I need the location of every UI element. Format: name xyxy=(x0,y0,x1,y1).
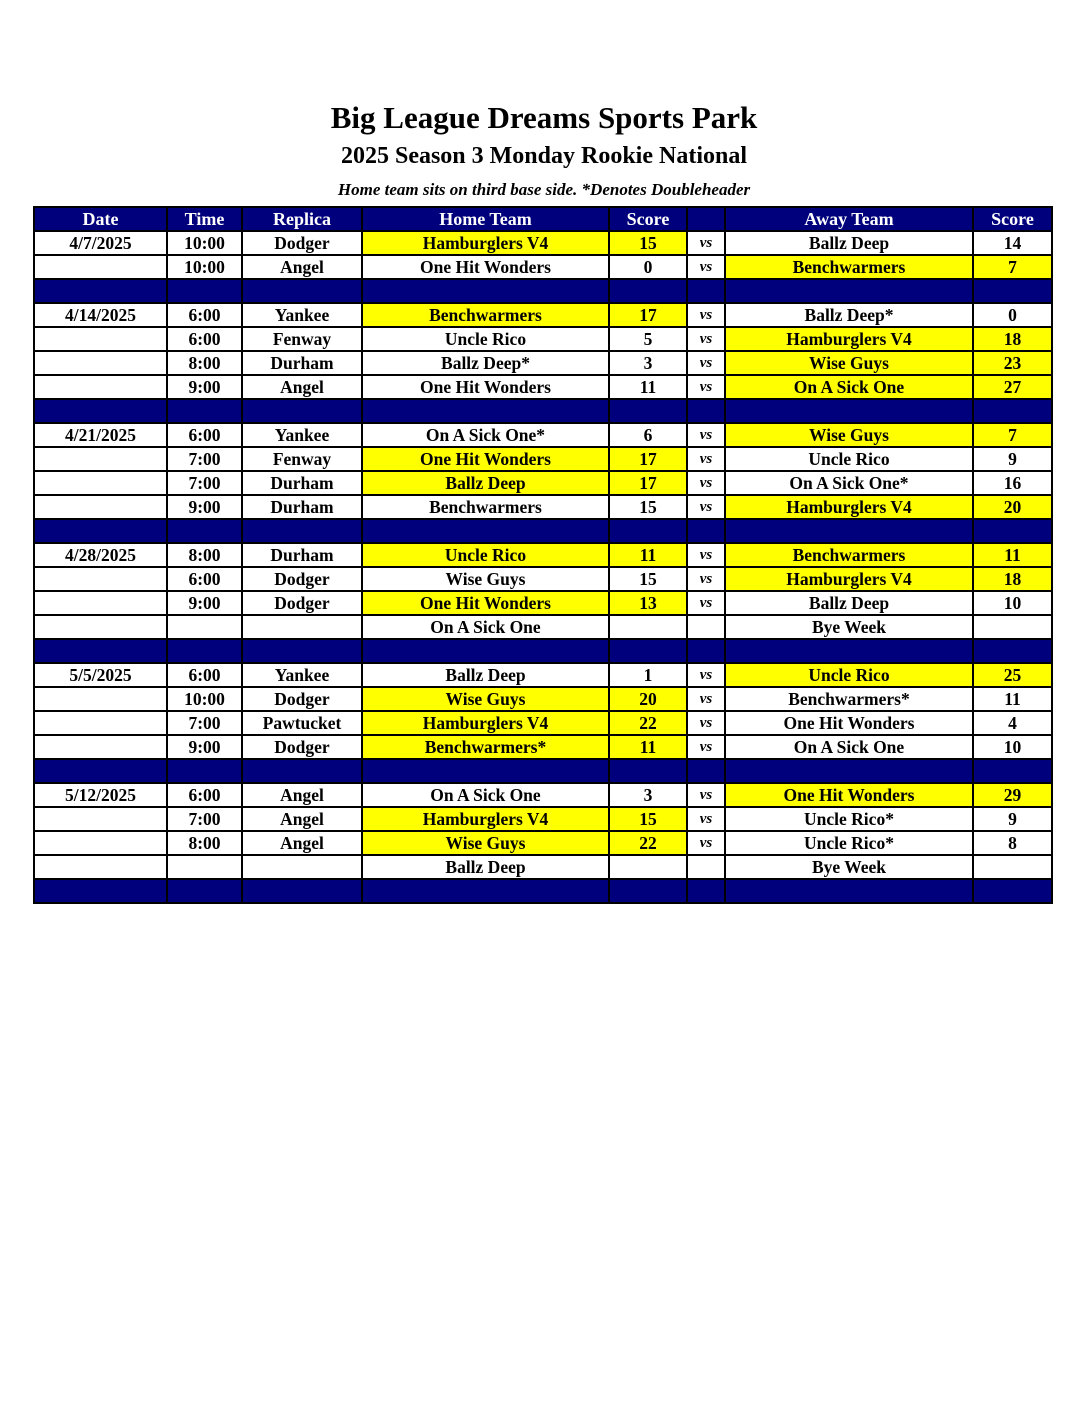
away-team-cell: Wise Guys xyxy=(725,351,973,375)
week-separator-row xyxy=(34,879,1052,903)
separator-cell xyxy=(362,279,609,303)
separator-cell xyxy=(725,879,973,903)
replica-cell xyxy=(242,615,362,639)
date-cell xyxy=(34,807,167,831)
separator-cell xyxy=(687,279,725,303)
replica-cell: Angel xyxy=(242,375,362,399)
home-team-cell: Wise Guys xyxy=(362,687,609,711)
separator-cell xyxy=(687,759,725,783)
away-score-cell: 27 xyxy=(973,375,1052,399)
home-team-cell: Benchwarmers xyxy=(362,303,609,327)
home-team-cell: Uncle Rico xyxy=(362,327,609,351)
game-row xyxy=(34,591,1052,615)
game-row xyxy=(34,663,1052,687)
separator-cell xyxy=(687,639,725,663)
separator-cell xyxy=(609,879,687,903)
home-score-cell: 15 xyxy=(609,495,687,519)
away-score-cell: 29 xyxy=(973,783,1052,807)
time-cell: 8:00 xyxy=(167,831,242,855)
separator-cell xyxy=(973,639,1052,663)
home-team-cell: Hamburglers V4 xyxy=(362,711,609,735)
time-cell: 9:00 xyxy=(167,591,242,615)
col-vs-header xyxy=(687,207,725,231)
time-cell: 10:00 xyxy=(167,231,242,255)
home-team-cell: Wise Guys xyxy=(362,831,609,855)
time-cell: 6:00 xyxy=(167,327,242,351)
week-separator-row xyxy=(34,279,1052,303)
away-team-cell: On A Sick One xyxy=(725,375,973,399)
home-score-cell: 15 xyxy=(609,231,687,255)
replica-cell: Yankee xyxy=(242,303,362,327)
away-team-cell: Hamburglers V4 xyxy=(725,567,973,591)
time-cell: 6:00 xyxy=(167,783,242,807)
replica-cell: Dodger xyxy=(242,735,362,759)
away-team-cell: Ballz Deep xyxy=(725,591,973,615)
date-cell xyxy=(34,711,167,735)
replica-cell: Fenway xyxy=(242,447,362,471)
replica-cell: Dodger xyxy=(242,231,362,255)
replica-cell: Yankee xyxy=(242,423,362,447)
game-row xyxy=(34,831,1052,855)
vs-cell: vs xyxy=(687,351,725,375)
separator-cell xyxy=(167,879,242,903)
separator-cell xyxy=(609,639,687,663)
vs-cell: vs xyxy=(687,807,725,831)
separator-cell xyxy=(687,519,725,543)
home-score-cell xyxy=(609,615,687,639)
game-row xyxy=(34,471,1052,495)
home-score-cell: 1 xyxy=(609,663,687,687)
date-cell: 4/14/2025 xyxy=(34,303,167,327)
vs-cell: vs xyxy=(687,735,725,759)
away-score-cell: 18 xyxy=(973,567,1052,591)
time-cell xyxy=(167,615,242,639)
replica-cell: Angel xyxy=(242,831,362,855)
separator-cell xyxy=(362,399,609,423)
replica-cell: Angel xyxy=(242,783,362,807)
date-cell xyxy=(34,615,167,639)
vs-cell: vs xyxy=(687,567,725,591)
away-team-cell: Ballz Deep* xyxy=(725,303,973,327)
separator-cell xyxy=(725,519,973,543)
home-score-cell: 17 xyxy=(609,447,687,471)
replica-cell: Fenway xyxy=(242,327,362,351)
home-score-cell: 13 xyxy=(609,591,687,615)
game-row xyxy=(34,543,1052,567)
date-cell: 5/12/2025 xyxy=(34,783,167,807)
separator-cell xyxy=(34,519,167,543)
date-cell xyxy=(34,591,167,615)
separator-cell xyxy=(609,519,687,543)
date-cell xyxy=(34,327,167,351)
vs-cell: vs xyxy=(687,231,725,255)
home-team-cell: One Hit Wonders xyxy=(362,591,609,615)
away-team-cell: Ballz Deep xyxy=(725,231,973,255)
separator-cell xyxy=(242,879,362,903)
away-team-cell: On A Sick One xyxy=(725,735,973,759)
vs-cell: vs xyxy=(687,447,725,471)
away-score-cell: 11 xyxy=(973,687,1052,711)
separator-cell xyxy=(725,279,973,303)
separator-cell xyxy=(687,879,725,903)
home-score-cell: 22 xyxy=(609,831,687,855)
replica-cell: Durham xyxy=(242,471,362,495)
home-team-cell: One Hit Wonders xyxy=(362,447,609,471)
replica-cell: Durham xyxy=(242,543,362,567)
vs-cell xyxy=(687,855,725,879)
separator-cell xyxy=(167,759,242,783)
page-note: Home team sits on third base side. *Denotes Doubleheader xyxy=(337,180,751,199)
separator-cell xyxy=(973,399,1052,423)
time-cell: 6:00 xyxy=(167,567,242,591)
time-cell: 7:00 xyxy=(167,807,242,831)
page-title: Big League Dreams Sports Park xyxy=(330,100,758,135)
separator-cell xyxy=(34,759,167,783)
home-score-cell: 15 xyxy=(609,567,687,591)
away-score-cell xyxy=(973,855,1052,879)
game-row xyxy=(34,735,1052,759)
home-score-cell: 3 xyxy=(609,351,687,375)
home-team-cell: Hamburglers V4 xyxy=(362,807,609,831)
vs-cell: vs xyxy=(687,495,725,519)
away-score-cell: 4 xyxy=(973,711,1052,735)
game-row xyxy=(34,567,1052,591)
away-team-cell: Uncle Rico xyxy=(725,663,973,687)
game-row xyxy=(34,711,1052,735)
vs-cell: vs xyxy=(687,591,725,615)
separator-cell xyxy=(362,879,609,903)
separator-cell xyxy=(242,639,362,663)
week-separator-row xyxy=(34,639,1052,663)
separator-cell xyxy=(242,399,362,423)
separator-cell xyxy=(34,279,167,303)
away-score-cell: 25 xyxy=(973,663,1052,687)
vs-cell xyxy=(687,615,725,639)
vs-cell: vs xyxy=(687,831,725,855)
vs-cell: vs xyxy=(687,687,725,711)
separator-cell xyxy=(242,279,362,303)
separator-cell xyxy=(167,519,242,543)
date-cell xyxy=(34,351,167,375)
separator-cell xyxy=(973,879,1052,903)
week-separator-row xyxy=(34,519,1052,543)
col-home-team-header: Home Team xyxy=(362,207,609,231)
home-score-cell: 5 xyxy=(609,327,687,351)
replica-cell: Yankee xyxy=(242,663,362,687)
separator-cell xyxy=(725,639,973,663)
away-team-cell: Benchwarmers xyxy=(725,543,973,567)
schedule-table xyxy=(33,206,1053,904)
away-team-cell: On A Sick One* xyxy=(725,471,973,495)
separator-cell xyxy=(34,399,167,423)
time-cell: 8:00 xyxy=(167,543,242,567)
away-team-cell: Hamburglers V4 xyxy=(725,327,973,351)
away-team-cell: Hamburglers V4 xyxy=(725,495,973,519)
time-cell: 6:00 xyxy=(167,303,242,327)
date-cell xyxy=(34,735,167,759)
home-team-cell: One Hit Wonders xyxy=(362,255,609,279)
away-score-cell: 23 xyxy=(973,351,1052,375)
home-team-cell: Benchwarmers* xyxy=(362,735,609,759)
game-row xyxy=(34,423,1052,447)
col-replica-header: Replica xyxy=(242,207,362,231)
separator-cell xyxy=(973,759,1052,783)
replica-cell: Pawtucket xyxy=(242,711,362,735)
time-cell: 7:00 xyxy=(167,471,242,495)
game-row xyxy=(34,495,1052,519)
date-cell xyxy=(34,471,167,495)
away-team-cell: Uncle Rico* xyxy=(725,807,973,831)
game-row xyxy=(34,615,1052,639)
separator-cell xyxy=(362,519,609,543)
replica-cell: Dodger xyxy=(242,687,362,711)
date-cell xyxy=(34,855,167,879)
home-score-cell: 22 xyxy=(609,711,687,735)
away-score-cell: 10 xyxy=(973,591,1052,615)
separator-cell xyxy=(167,639,242,663)
away-score-cell: 14 xyxy=(973,231,1052,255)
date-cell xyxy=(34,375,167,399)
home-score-cell: 6 xyxy=(609,423,687,447)
vs-cell: vs xyxy=(687,303,725,327)
away-team-cell: Uncle Rico* xyxy=(725,831,973,855)
vs-cell: vs xyxy=(687,663,725,687)
away-score-cell: 18 xyxy=(973,327,1052,351)
replica-cell: Angel xyxy=(242,807,362,831)
vs-cell: vs xyxy=(687,783,725,807)
home-team-cell: Benchwarmers xyxy=(362,495,609,519)
away-score-cell xyxy=(973,615,1052,639)
separator-cell xyxy=(362,639,609,663)
away-team-cell: One Hit Wonders xyxy=(725,783,973,807)
replica-cell: Dodger xyxy=(242,591,362,615)
date-cell: 5/5/2025 xyxy=(34,663,167,687)
home-team-cell: On A Sick One* xyxy=(362,423,609,447)
vs-cell: vs xyxy=(687,543,725,567)
home-team-cell: Ballz Deep xyxy=(362,471,609,495)
game-row xyxy=(34,687,1052,711)
away-score-cell: 9 xyxy=(973,447,1052,471)
date-cell xyxy=(34,447,167,471)
time-cell: 10:00 xyxy=(167,255,242,279)
separator-cell xyxy=(725,759,973,783)
vs-cell: vs xyxy=(687,423,725,447)
home-score-cell: 11 xyxy=(609,375,687,399)
replica-cell: Angel xyxy=(242,255,362,279)
away-team-cell: Bye Week xyxy=(725,855,973,879)
home-score-cell: 17 xyxy=(609,303,687,327)
page-subtitle: 2025 Season 3 Monday Rookie National xyxy=(340,143,748,169)
away-team-cell: Benchwarmers xyxy=(725,255,973,279)
col-home-score-header: Score xyxy=(609,207,687,231)
away-score-cell: 7 xyxy=(973,423,1052,447)
separator-cell xyxy=(242,519,362,543)
separator-cell xyxy=(609,279,687,303)
time-cell: 7:00 xyxy=(167,711,242,735)
game-row xyxy=(34,303,1052,327)
home-score-cell: 3 xyxy=(609,783,687,807)
separator-cell xyxy=(34,639,167,663)
vs-cell: vs xyxy=(687,375,725,399)
game-row xyxy=(34,231,1052,255)
header-row xyxy=(34,207,1052,231)
game-row xyxy=(34,375,1052,399)
separator-cell xyxy=(167,279,242,303)
home-score-cell: 17 xyxy=(609,471,687,495)
separator-cell xyxy=(687,399,725,423)
away-team-cell: Benchwarmers* xyxy=(725,687,973,711)
home-score-cell: 11 xyxy=(609,543,687,567)
home-score-cell: 20 xyxy=(609,687,687,711)
game-row xyxy=(34,855,1052,879)
home-team-cell: Ballz Deep xyxy=(362,855,609,879)
game-row xyxy=(34,783,1052,807)
col-date-header: Date xyxy=(34,207,167,231)
away-score-cell: 7 xyxy=(973,255,1052,279)
away-score-cell: 9 xyxy=(973,807,1052,831)
time-cell: 10:00 xyxy=(167,687,242,711)
game-row xyxy=(34,255,1052,279)
separator-cell xyxy=(973,519,1052,543)
col-time-header: Time xyxy=(167,207,242,231)
away-team-cell: Wise Guys xyxy=(725,423,973,447)
game-row xyxy=(34,447,1052,471)
date-cell: 4/21/2025 xyxy=(34,423,167,447)
vs-cell: vs xyxy=(687,711,725,735)
home-score-cell: 0 xyxy=(609,255,687,279)
date-cell: 4/28/2025 xyxy=(34,543,167,567)
game-row xyxy=(34,327,1052,351)
away-team-cell: Bye Week xyxy=(725,615,973,639)
week-separator-row xyxy=(34,399,1052,423)
time-cell xyxy=(167,855,242,879)
away-score-cell: 16 xyxy=(973,471,1052,495)
home-team-cell: Ballz Deep xyxy=(362,663,609,687)
separator-cell xyxy=(362,759,609,783)
away-score-cell: 8 xyxy=(973,831,1052,855)
time-cell: 6:00 xyxy=(167,663,242,687)
date-cell xyxy=(34,687,167,711)
away-score-cell: 20 xyxy=(973,495,1052,519)
home-team-cell: On A Sick One xyxy=(362,783,609,807)
replica-cell: Durham xyxy=(242,351,362,375)
date-cell xyxy=(34,255,167,279)
separator-cell xyxy=(242,759,362,783)
time-cell: 9:00 xyxy=(167,375,242,399)
home-score-cell: 15 xyxy=(609,807,687,831)
home-team-cell: Ballz Deep* xyxy=(362,351,609,375)
separator-cell xyxy=(725,399,973,423)
home-team-cell: Wise Guys xyxy=(362,567,609,591)
col-away-score-header: Score xyxy=(973,207,1052,231)
date-cell xyxy=(34,567,167,591)
home-team-cell: On A Sick One xyxy=(362,615,609,639)
home-team-cell: One Hit Wonders xyxy=(362,375,609,399)
vs-cell: vs xyxy=(687,255,725,279)
away-score-cell: 10 xyxy=(973,735,1052,759)
time-cell: 6:00 xyxy=(167,423,242,447)
replica-cell: Dodger xyxy=(242,567,362,591)
replica-cell: Durham xyxy=(242,495,362,519)
separator-cell xyxy=(609,759,687,783)
vs-cell: vs xyxy=(687,471,725,495)
date-cell xyxy=(34,831,167,855)
home-score-cell: 11 xyxy=(609,735,687,759)
separator-cell xyxy=(973,279,1052,303)
home-team-cell: Uncle Rico xyxy=(362,543,609,567)
date-cell xyxy=(34,495,167,519)
away-team-cell: One Hit Wonders xyxy=(725,711,973,735)
away-team-cell: Uncle Rico xyxy=(725,447,973,471)
home-team-cell: Hamburglers V4 xyxy=(362,231,609,255)
away-score-cell: 11 xyxy=(973,543,1052,567)
time-cell: 9:00 xyxy=(167,495,242,519)
game-row xyxy=(34,807,1052,831)
replica-cell xyxy=(242,855,362,879)
home-score-cell xyxy=(609,855,687,879)
time-cell: 7:00 xyxy=(167,447,242,471)
separator-cell xyxy=(34,879,167,903)
game-row xyxy=(34,351,1052,375)
vs-cell: vs xyxy=(687,327,725,351)
separator-cell xyxy=(167,399,242,423)
col-away-team-header: Away Team xyxy=(725,207,973,231)
away-score-cell: 0 xyxy=(973,303,1052,327)
date-cell: 4/7/2025 xyxy=(34,231,167,255)
separator-cell xyxy=(609,399,687,423)
time-cell: 8:00 xyxy=(167,351,242,375)
week-separator-row xyxy=(34,759,1052,783)
time-cell: 9:00 xyxy=(167,735,242,759)
